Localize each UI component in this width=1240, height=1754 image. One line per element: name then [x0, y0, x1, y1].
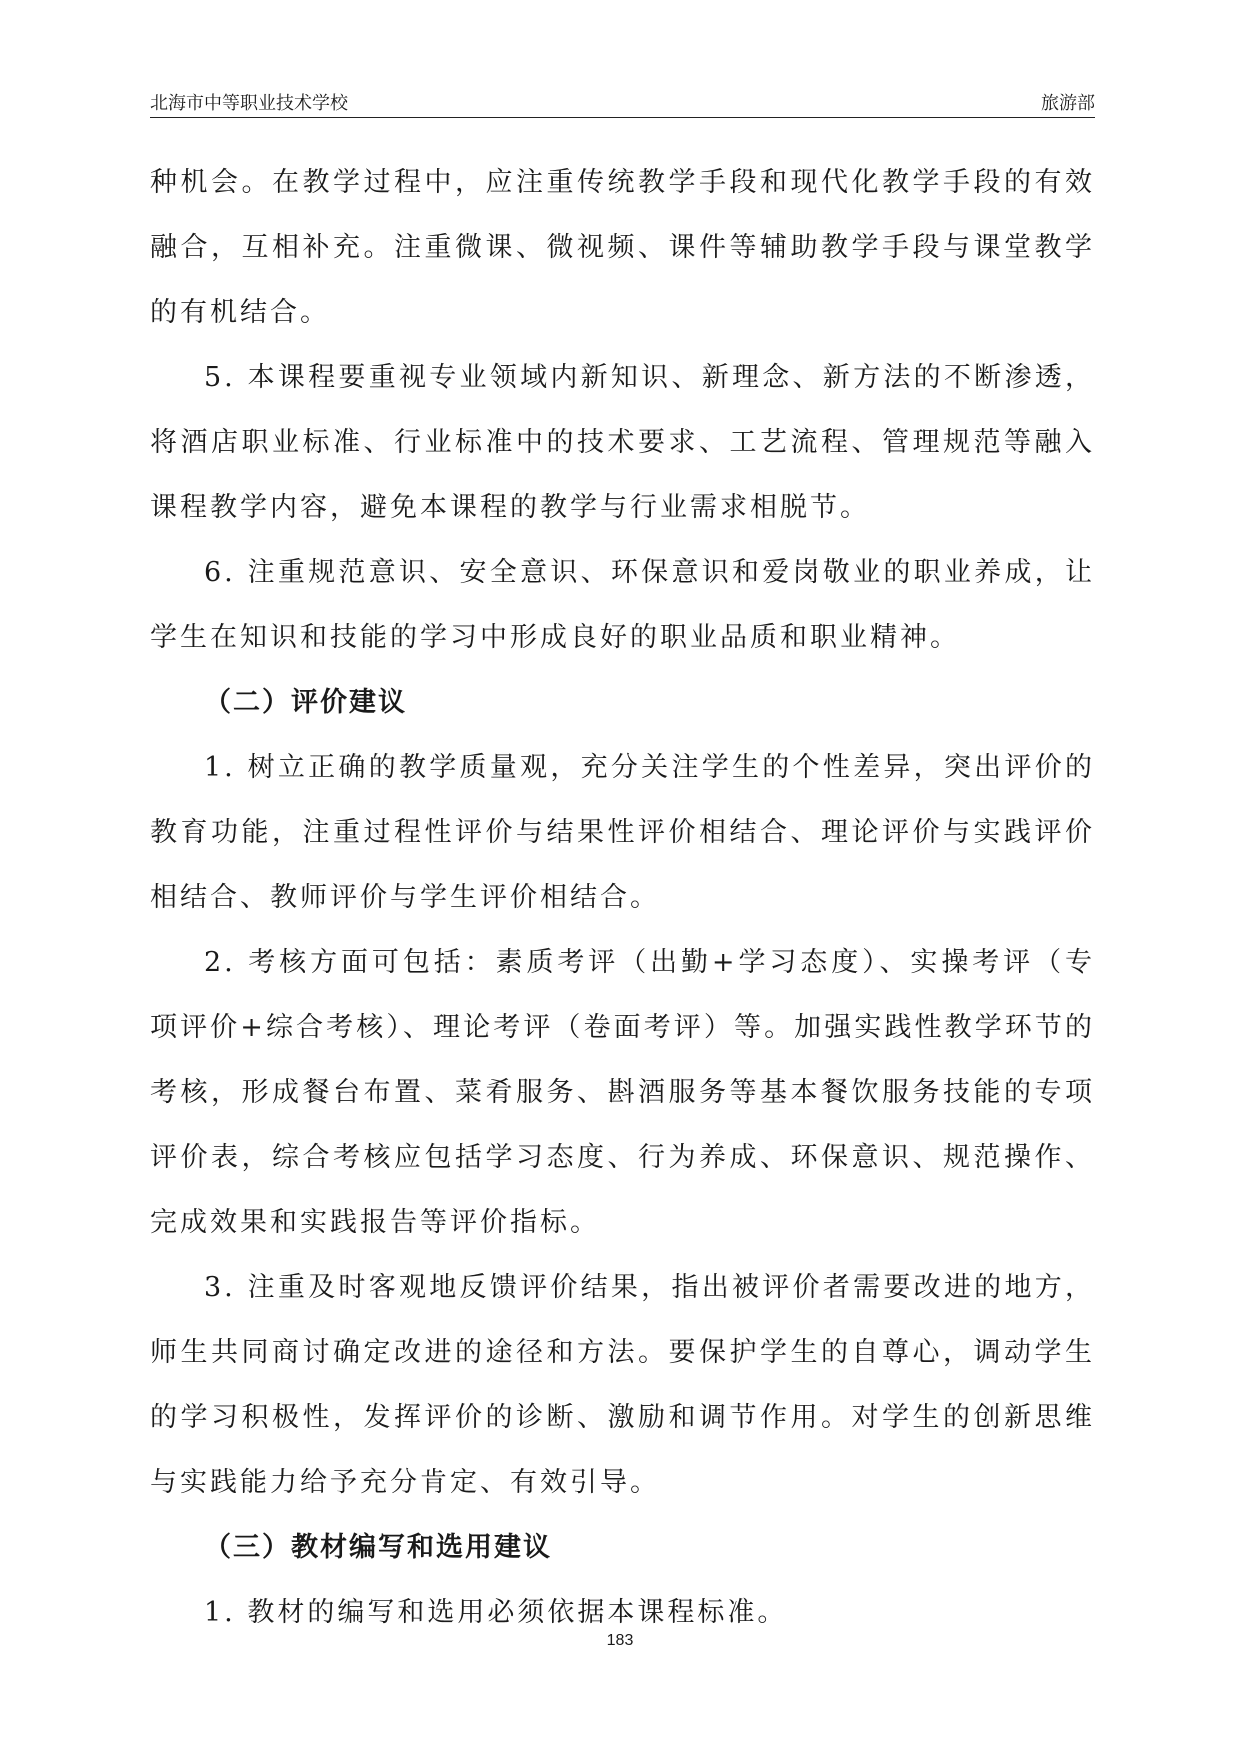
paragraph-continuation: 种机会。在教学过程中，应注重传统教学手段和现代化教学手段的有效融合，互相补充。注重微课、微视频、课件等辅助教学手段与课堂教学的有机结合。 [150, 167, 1095, 328]
section-heading-textbook: （三）教材编写和选用建议 [204, 1532, 552, 1563]
paragraph-eval-2: 2. 考核方面可包括：素质考评（出勤+学习态度）、实操考评（专项评价+综合考核）、理论考评（卷面考评）等。加强实践性教学环节的考核，形成餐台布置、菜肴服务、斟酒服务等基本餐饮服务技能的专项评价表，综合考核应包括学习态度、行为养成、环保意识、规范操作、完成效果和实践报告等评价指标。 [150, 947, 1095, 1238]
school-name: 北海市中等职业技术学校 [150, 93, 348, 114]
page-number: 183 [606, 1632, 634, 1649]
paragraph-eval-1: 1. 树立正确的教学质量观，充分关注学生的个性差异，突出评价的教育功能，注重过程性评价与结果性评价相结合、理论评价与实践评价相结合、教师评价与学生评价相结合。 [150, 752, 1095, 913]
paragraph-eval-3: 3. 注重及时客观地反馈评价结果，指出被评价者需要改进的地方，师生共同商讨确定改进的途径和方法。要保护学生的自尊心，调动学生的学习积极性，发挥评价的诊断、激励和调节作用。对学生的创新思维与实践能力给予充分肯定、有效引导。 [150, 1272, 1095, 1498]
paragraph-textbook-1: 1. 教材的编写和选用必须依据本课程标准。 [204, 1597, 788, 1628]
paragraph-item-6: 6. 注重规范意识、安全意识、环保意识和爱岗敬业的职业养成，让学生在知识和技能的学习中形成良好的职业品质和职业精神。 [150, 557, 1095, 653]
page-header [150, 87, 1095, 118]
section-heading-evaluation: （二）评价建议 [204, 687, 407, 718]
paragraph-item-5: 5. 本课程要重视专业领域内新知识、新理念、新方法的不断渗透，将酒店职业标准、行业标准中的技术要求、工艺流程、管理规范等融入课程教学内容，避免本课程的教学与行业需求相脱节。 [150, 362, 1095, 523]
document-body [150, 150, 1095, 1645]
department-name: 旅游部 [1041, 93, 1095, 114]
